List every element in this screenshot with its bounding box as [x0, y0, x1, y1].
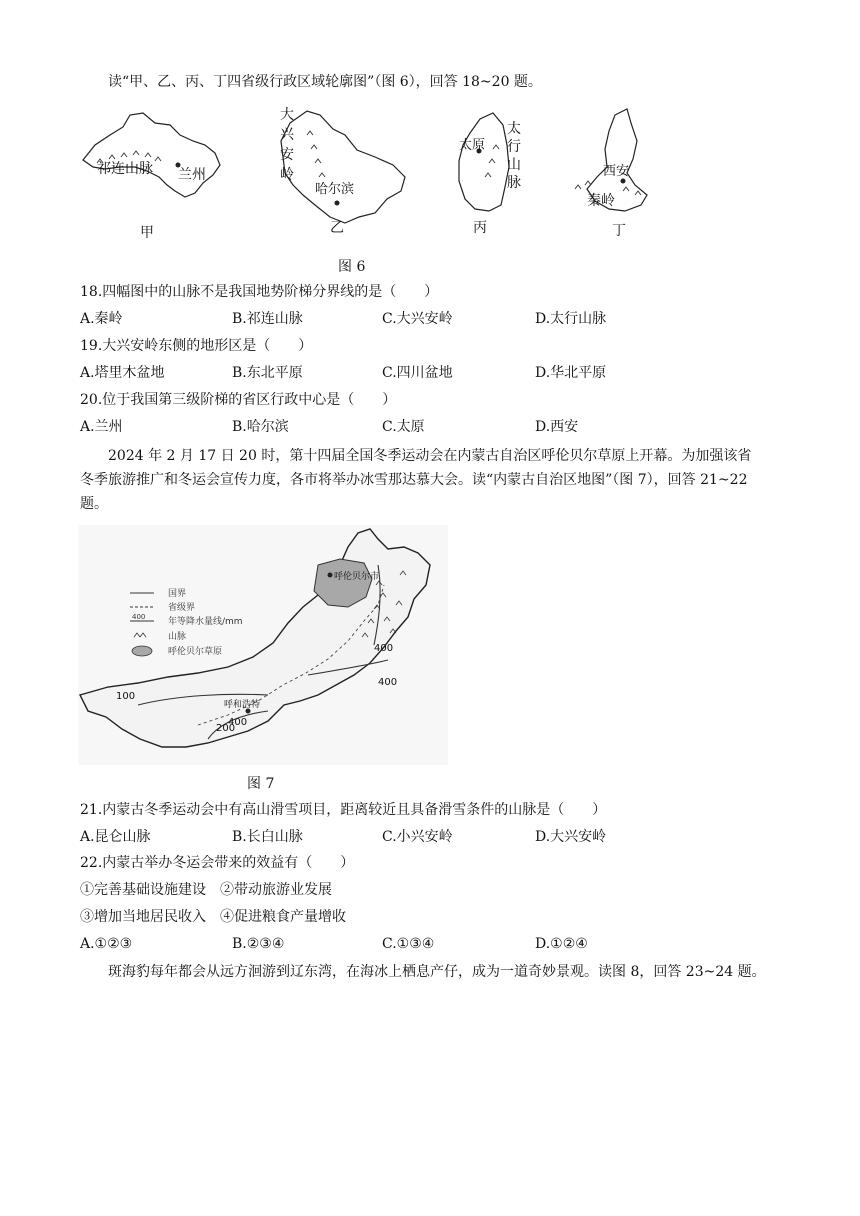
label-haerbin: 哈尔滨 — [315, 182, 355, 197]
isohyet-100: 100 — [116, 691, 136, 702]
label-mai: 脉 — [507, 175, 521, 191]
city-hulunbuir: 呼伦贝尔市 — [334, 572, 380, 582]
q21-option-c[interactable]: C.小兴安岭 — [382, 829, 453, 845]
q22-stem: 22.内蒙古举办冬运会带来的效益有（ ） — [80, 855, 355, 871]
figure-6-caption: 图 6 — [338, 259, 366, 275]
figure-6 — [75, 105, 675, 245]
figure-6-maps — [75, 105, 675, 245]
legend-provincial-border: 省级界 — [168, 603, 196, 613]
label-hang: 行 — [507, 139, 521, 155]
label-map-yi: 乙 — [330, 220, 344, 236]
q22-option-b[interactable]: B.②③④ — [232, 936, 285, 952]
q18-options — [80, 309, 800, 329]
q19-option-d[interactable]: D.华北平原 — [535, 365, 607, 381]
q20-option-d[interactable]: D.西安 — [535, 419, 579, 435]
q20-option-a[interactable]: A.兰州 — [80, 419, 123, 435]
isohyet-200: 200 — [216, 723, 236, 734]
q20-option-b[interactable]: B.哈尔滨 — [232, 419, 289, 435]
label-tai: 太 — [507, 121, 521, 137]
label-qinling: 秦岭 — [587, 193, 615, 209]
q19-option-a[interactable]: A.塔里木盆地 — [80, 365, 165, 381]
q20-options — [80, 417, 800, 437]
label-map-ding: 丁 — [612, 223, 626, 239]
q22-option-d[interactable]: D.①②④ — [535, 936, 588, 952]
q20-stem: 20.位于我国第三级阶梯的省区行政中心是（ ） — [80, 392, 397, 408]
q21-stem: 21.内蒙古冬季运动会中有高山滑雪项目，距离较近且具备滑雪条件的山脉是（ ） — [80, 802, 607, 818]
label-shan: 山 — [507, 157, 521, 173]
legend-grassland: 呼伦贝尔草原 — [168, 647, 223, 657]
intro-fig7-line2: 冬季旅游推广和冬运会宣传力度，各市将举办冰雪那达慕大会。读“内蒙古自治区地图”（图 7），回答 21~22 — [80, 472, 748, 488]
q22-items-line2: ③增加当地居民收入 ④促进粮食产量增收 — [80, 909, 346, 925]
q20-option-c[interactable]: C.太原 — [382, 419, 425, 435]
label-map-jia: 甲 — [140, 225, 154, 241]
q18-option-a[interactable]: A.秦岭 — [80, 311, 123, 327]
q21-option-d[interactable]: D.大兴安岭 — [535, 829, 607, 845]
map-ding — [575, 109, 647, 239]
q18-option-b[interactable]: B.祁连山脉 — [232, 311, 303, 327]
q22-items-line1: ①完善基础设施建设 ②带动旅游业发展 — [80, 882, 332, 898]
q21-options — [80, 827, 800, 847]
isohyet-400-south: 400 — [378, 677, 398, 688]
intro-fig7-line3: 题。 — [80, 496, 108, 512]
figure-7 — [78, 525, 448, 765]
map-yi — [280, 106, 405, 236]
q21-option-a[interactable]: A.昆仑山脉 — [80, 829, 151, 845]
figure-7-caption: 图 7 — [247, 776, 275, 792]
q18-option-c[interactable]: C.大兴安岭 — [382, 311, 453, 327]
label-map-bing: 丙 — [473, 220, 487, 236]
legend-national-border: 国界 — [168, 589, 187, 599]
q19-option-c[interactable]: C.四川盆地 — [382, 365, 453, 381]
intro-fig8: 斑海豹每年都会从远方洄游到辽东湾，在海冰上栖息产仔，成为一道奇妙景观。读图 8，回答 23~24 题。 — [108, 964, 766, 980]
label-da: 大 — [280, 107, 294, 123]
q22-options — [80, 934, 800, 954]
figure-7-map — [78, 525, 448, 765]
intro-fig7-line1: 2024 年 2 月 17 日 20 时，第十四届全国冬季运动会在内蒙古自治区呼伦贝尔草原上开幕。为加强该省 — [108, 448, 752, 464]
q19-stem: 19.大兴安岭东侧的地形区是（ ） — [80, 338, 313, 354]
isohyet-400-east: 400 — [374, 643, 394, 654]
city-hohhot: 呼和浩特 — [224, 700, 261, 710]
label-qilian: 祁连山脉 — [97, 161, 153, 177]
intro-fig7 — [80, 444, 790, 516]
label-xing: 兴 — [280, 127, 294, 143]
q22-option-c[interactable]: C.①③④ — [382, 936, 435, 952]
map-bing — [459, 113, 521, 236]
q19-option-b[interactable]: B.东北平原 — [232, 365, 303, 381]
q18-stem: 18.四幅图中的山脉不是我国地势阶梯分界线的是（ ） — [80, 284, 439, 300]
q22-option-a[interactable]: A.①②③ — [80, 936, 133, 952]
legend-isohyet: 年等降水量线/mm — [168, 617, 243, 627]
isohyet-400-hohhot: 400 — [228, 717, 248, 728]
label-taiyuan: 太原 — [459, 138, 486, 153]
q19-options — [80, 363, 800, 383]
intro-fig6: 读“甲、乙、丙、丁四省级行政区域轮廓图”（图 6），回答 18~20 题。 — [108, 74, 542, 90]
legend-400-sample: 400 — [132, 613, 146, 621]
label-xian: 西安 — [603, 164, 630, 179]
q18-option-d[interactable]: D.太行山脉 — [535, 311, 607, 327]
map-jia — [83, 113, 220, 197]
label-ling: 岭 — [280, 167, 294, 183]
label-an: 安 — [280, 147, 294, 163]
label-lanzhou: 兰州 — [178, 167, 206, 183]
legend-mountain: 山脉 — [168, 632, 187, 642]
q21-option-b[interactable]: B.长白山脉 — [232, 829, 303, 845]
